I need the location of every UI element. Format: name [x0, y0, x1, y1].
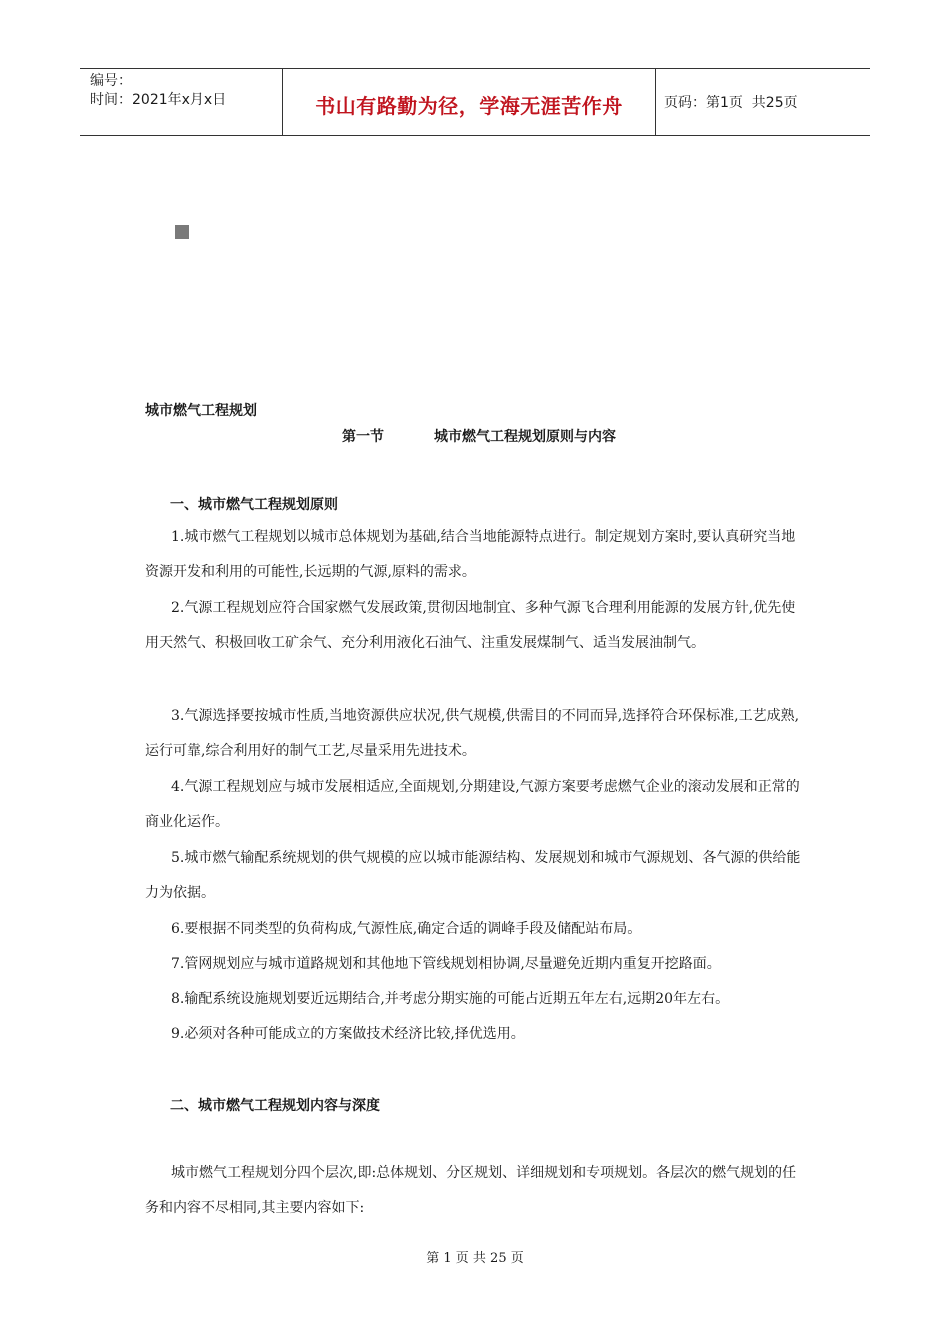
section-title — [342, 426, 616, 446]
list-item: 2.气源工程规划应符合国家燃气发展政策,贯彻因地制宜、多种气源飞合理利用能源的发展方针,优先使用天然气、积极回收工矿余气、充分利用液化石油气、注重发展煤制气、适当发展油制气。 — [145, 600, 796, 651]
list-item: 6.要根据不同类型的负荷构成,气源性底,确定合适的调峰手段及储配站布局。 — [171, 921, 642, 937]
list-item: 4.气源工程规划应与城市发展相适应,全面规划,分期建设,气源方案要考虑燃气企业的滚动发展和正常的商业化运作。 — [145, 779, 800, 830]
list-item: 1.城市燃气工程规划以城市总体规划为基础,结合当地能源特点进行。制定规划方案时,要认真研究当地资源开发和利用的可能性,长远期的气源,原料的需求。 — [145, 529, 796, 580]
section-name: 城市燃气工程规划原则与内容 — [434, 429, 616, 445]
list-item: 8.输配系统设施规划要近远期结合,并考虑分期实施的可能占近期五年左右,远期20年左右。 — [171, 991, 730, 1007]
list-item: 3.气源选择要按城市性质,当地资源供应状况,供气规模,供需目的不同而异,选择符合环保标准,工艺成熟,运行可靠,综合利用好的制气工艺,尽量采用先进技术。 — [145, 708, 800, 759]
list-item: 7.管网规划应与城市道路规划和其他地下管线规划相协调,尽量避免近期内重复开挖路面。 — [171, 956, 721, 972]
header-motto-cell — [282, 69, 656, 135]
page-footer — [0, 1247, 950, 1266]
page-header — [80, 68, 870, 136]
intro-paragraph: 城市燃气工程规划分四个层次,即:总体规划、分区规划、详细规划和专项规划。各层次的燃气规划的任务和内容不尽相同,其主要内容如下: — [145, 1165, 797, 1216]
document-title: 城市燃气工程规划 — [145, 403, 257, 419]
header-meta — [80, 69, 282, 135]
footer-page-number: 第 1 页 共 25 页 — [426, 1251, 524, 1266]
section-number: 第一节 — [342, 429, 384, 445]
time-label: 时间：2021年x月x日 — [90, 92, 227, 108]
motto-text: 书山有路勤为径，学海无涯苦作舟 — [315, 93, 623, 118]
square-bullet-icon — [175, 225, 189, 239]
header-page-cell — [656, 69, 870, 135]
heading-contents: 二、城市燃气工程规划内容与深度 — [170, 1098, 380, 1114]
list-item: 9.必须对各种可能成立的方案做技术经济比较,择优选用。 — [171, 1026, 525, 1042]
list-item: 5.城市燃气输配系统规划的供气规模的应以城市能源结构、发展规划和城市气源规划、各气源的供给能力为依据。 — [145, 850, 801, 901]
heading-principles: 一、城市燃气工程规划原则 — [170, 497, 338, 513]
number-label: 编号： — [90, 73, 132, 89]
page-label: 页码：第1页 共25页 — [664, 95, 798, 111]
